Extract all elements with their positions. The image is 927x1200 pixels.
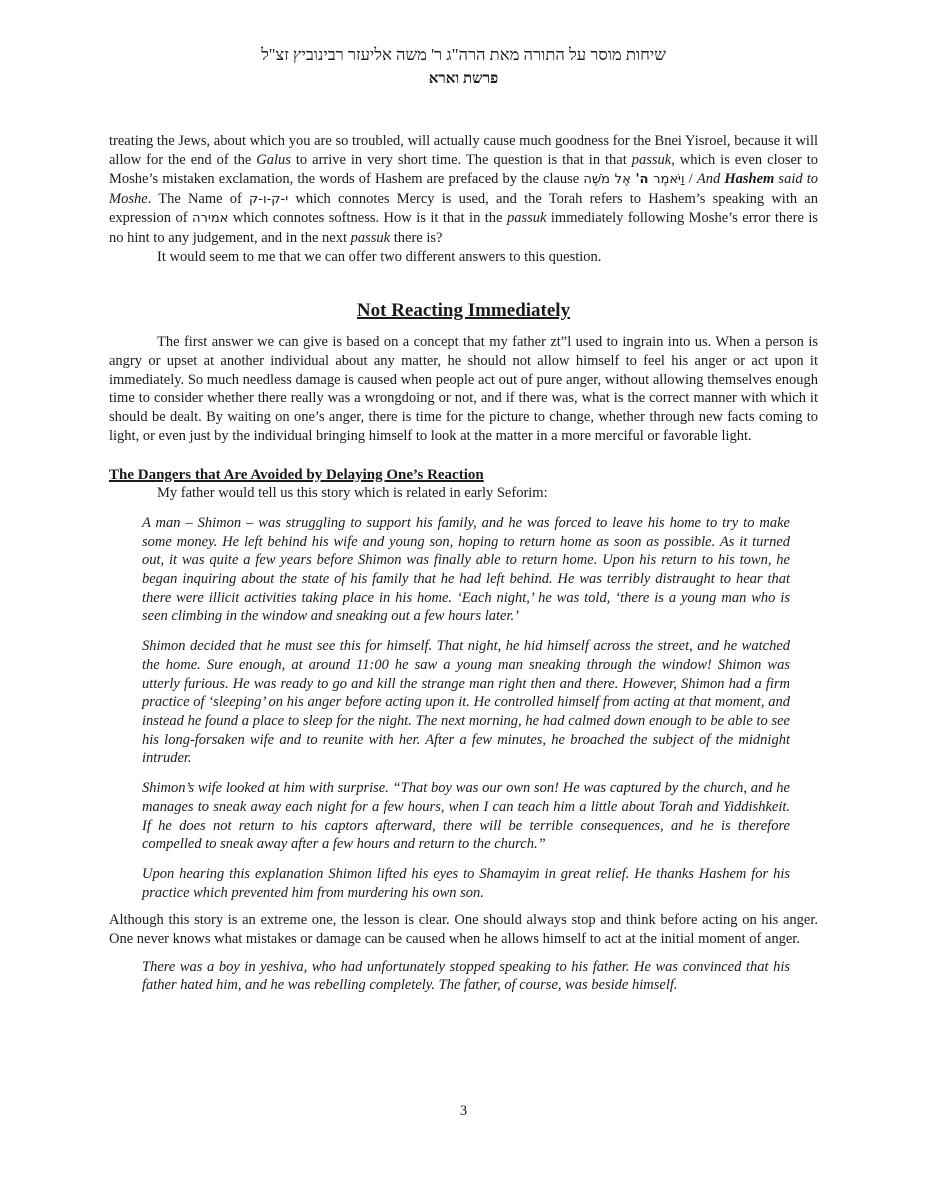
text-segment: ה' — [635, 171, 649, 187]
text-segment: . The Name of — [147, 190, 250, 207]
text-segment: immediately following Moshe’s error there is no hint to any judgement, and in the next — [109, 210, 819, 246]
paragraph: It would seem to me that we can offer two different answers to this question. — [157, 248, 602, 265]
text-segment: passuk — [350, 229, 391, 246]
text-segment: which connotes softness. How is it that in the — [228, 210, 507, 227]
text-segment: treating the Jews, about which you are so troubled, will actually cause much goodness for the Bnei Yisroel, because it will allow for the end of the — [109, 133, 818, 169]
block-quote: A man – Shimon – was struggling to support his family, and he was forced to leave his home to try to make some money. He left behind his wife and young son, hoping to return home as soon as possible. As it turned out, it was quite a few years before Shimon was finally able to return home. Upon his return to his town, he began inquiring about the state of his family that he had left behind. He was terribly distraught to hear that there were illicit activities taking place in his home. ‘Each night,’ he was told, ‘there is a young man who is seen climbing in the window and sneaking out a few hours later.’ — [142, 514, 790, 625]
text-segment: Galus — [256, 152, 291, 169]
section-heading: Not Reacting Immediately — [356, 300, 571, 322]
page-number: 3 — [459, 1103, 468, 1119]
paragraph: The first answer we can give is based on a concept that my father zt”l used to ingrain into us. When a person is angry or upset at another individual about any matter, he should not allow himself to feel his anger or act upon it immediately. So much needless damage is caused when people act out of pure anger, without allowing themselves enough time to consider whether there really was a wrongdoing or not, and if there was, what is the correct manner with which it should be dealt. By waiting on one’s anger, there is time for the picture to change, whether through new facts coming to light, or even just by the individual bringing himself to look at the matter in a more merciful or favorable light. — [109, 334, 818, 444]
text-segment: passuk — [631, 152, 672, 169]
text-segment: to arrive in very short time. The question is that in that — [290, 152, 632, 169]
text-segment: Hashem — [724, 170, 775, 187]
text-segment: / — [684, 170, 697, 187]
text-segment: י-ק-ו-ק — [249, 191, 289, 207]
sub-heading: The Dangers that Are Avoided by Delaying One’s Reaction — [109, 466, 484, 483]
text-segment: passuk — [506, 210, 547, 227]
text-segment: And — [696, 170, 725, 187]
text-segment: אמירה — [192, 211, 229, 227]
paragraph-continuation — [109, 132, 818, 247]
text-segment: אֶל מֹשֶׁה — [583, 171, 636, 187]
block-quote: Upon hearing this explanation Shimon lifted his eyes to Shamayim in great relief. He thanks Hashem for his practice which prevented him from murdering his own son. — [142, 865, 790, 901]
block-quote: Shimon decided that he must see this for himself. That night, he hid himself across the street, and he watched the home. Sure enough, at around 11:00 he saw a young man sneaking through the window! Shimon was utterly furious. He was ready to go and kill the strange man right then and there. However, Shimon had a firm practice of ‘sleeping’ on his anger before acting upon it. He controlled himself from acting at that moment, and instead he found a place to sleep for the night. The next morning, he had calmed down enough to be able to see his long-forsaken wife and to reunite with her. After a few minutes, he broached the subject of the midnight intruder. — [142, 638, 790, 767]
text-segment: there is? — [390, 229, 443, 246]
text-segment: , which is even closer to Moshe’s mistaken exclamation, the words of Hashem are prefaced by the clause — [109, 152, 818, 187]
hebrew-parsha-subtitle: פרשת וארא — [428, 70, 499, 87]
block-quote: Shimon’s wife looked at him with surprise. “That boy was our own son! He was captured by the church, and he manages to sneak away each night for a few hours, when I can teach him a little about Torah and Yiddishkeit. If he does not return to his captors afterward, there will be terrible consequences, and he is therefore compelled to sneak away after a few hours and return to the church.” — [142, 780, 790, 853]
block-quote: There was a boy in yeshiva, who had unfortunately stopped speaking to his father. He was convinced that his father hated him, and he was rebelling completely. The father, of course, was beside himself. — [142, 958, 790, 994]
text-segment: said to Moshe — [109, 170, 819, 207]
text-segment: which connotes Mercy is used, and the Torah refers to Hashem’s speaking with an expression of — [109, 190, 818, 227]
hebrew-title: שיחות מוסר על התורה מאת הרה"ג ר' משה אליעזר רבינוביץ זצ"ל — [261, 45, 666, 64]
paragraph: My father would tell us this story which is related in early Seforim: — [157, 485, 548, 502]
paragraph: Although this story is an extreme one, the lesson is clear. One should always stop and think before acting on his anger. One never knows what mistakes or damage can be caused when he allows himself to act at the initial moment of anger. — [109, 912, 818, 948]
text-segment: וַיֹּאמֶר — [648, 171, 685, 187]
